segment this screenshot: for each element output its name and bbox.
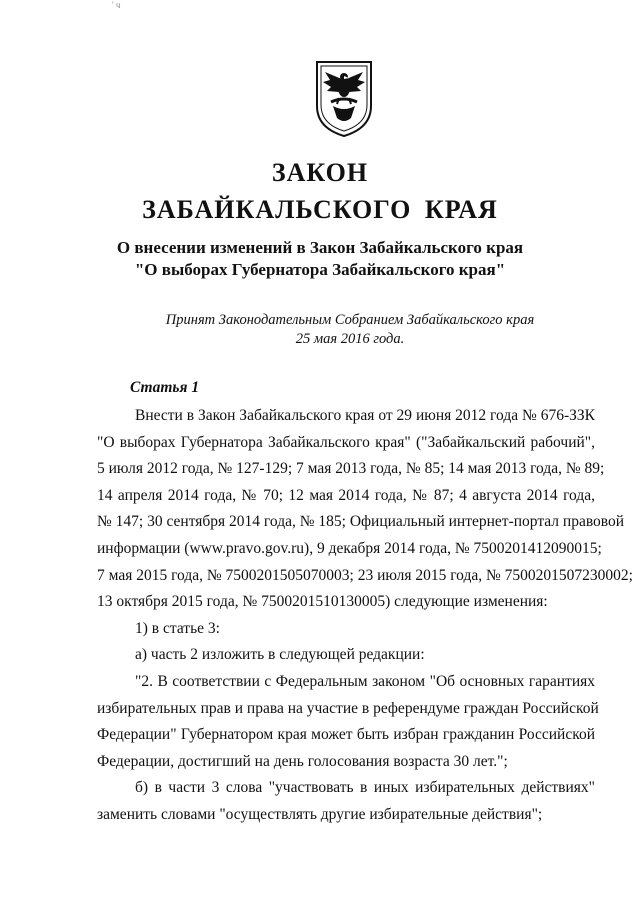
body-line: Федерации" Губернатором края может быть избран гражданин Российской [97,726,595,744]
body-line: Внести в Закон Забайкальского края от 29 июня 2012 года № 676-ЗЗК [135,407,595,424]
body-line: 1) в статье 3: [135,619,220,637]
law-title: ЗАКОН [271,158,369,187]
adopted-date-line: 25 мая 2016 года. [295,331,405,347]
body-line: "2. В соответствии с Федеральным законом "Об основных гарантиях [135,672,595,690]
article-heading: Статья 1 [130,379,200,396]
coat-of-arms-emblem [313,58,375,138]
body-line: № 147; 30 сентября 2014 года, № 185; Официальный интернет-портал правовой [97,513,625,531]
body-line: б) в части 3 слова "участвовать в иных избирательных действиях" [135,779,595,797]
body-line: информации (www.pravo.gov.ru), 9 декабря 2014 года, № 7500201412090015; [97,539,602,557]
subtitle-line-2: "О выборах Губернатора Забайкальского края" [134,260,506,279]
body-line: заменить словами "осуществлять другие избирательные действия"; [97,805,543,823]
article-body [97,403,633,829]
body-line: 14 апреля 2014 года, № 70; 12 мая 2014 года, № 87; 4 августа 2014 года, [97,486,595,504]
body-line: "О выборах Губернатора Забайкальского края" ("Забайкальский рабочий", [97,433,595,451]
subtitle-line-1: О внесении изменений в Закон Забайкальского края [116,238,524,257]
body-line: 7 мая 2015 года, № 7500201505070003; 23 июля 2015 года, № 7500201507230002; [97,566,633,584]
body-line: Федерации, достигший на день голосования возраста 30 лет."; [97,752,508,770]
body-line: а) часть 2 изложить в следующей редакции: [135,646,425,664]
region-title: ЗАБАЙКАЛЬСКОГО КРАЯ [142,195,498,224]
body-line: избирательных прав и права на участие в референдуме граждан Российской [97,699,599,717]
adopted-by-line: Принят Законодательным Собранием Забайкальского края [165,312,535,328]
body-line: 5 июля 2012 года, № 127-129; 7 мая 2013 года, № 85; 14 мая 2013 года, № 89; [97,460,605,478]
scan-mark: ' ч [112,0,121,10]
body-line: 13 октября 2015 года, № 7500201510130005) следующие изменения: [97,593,548,611]
